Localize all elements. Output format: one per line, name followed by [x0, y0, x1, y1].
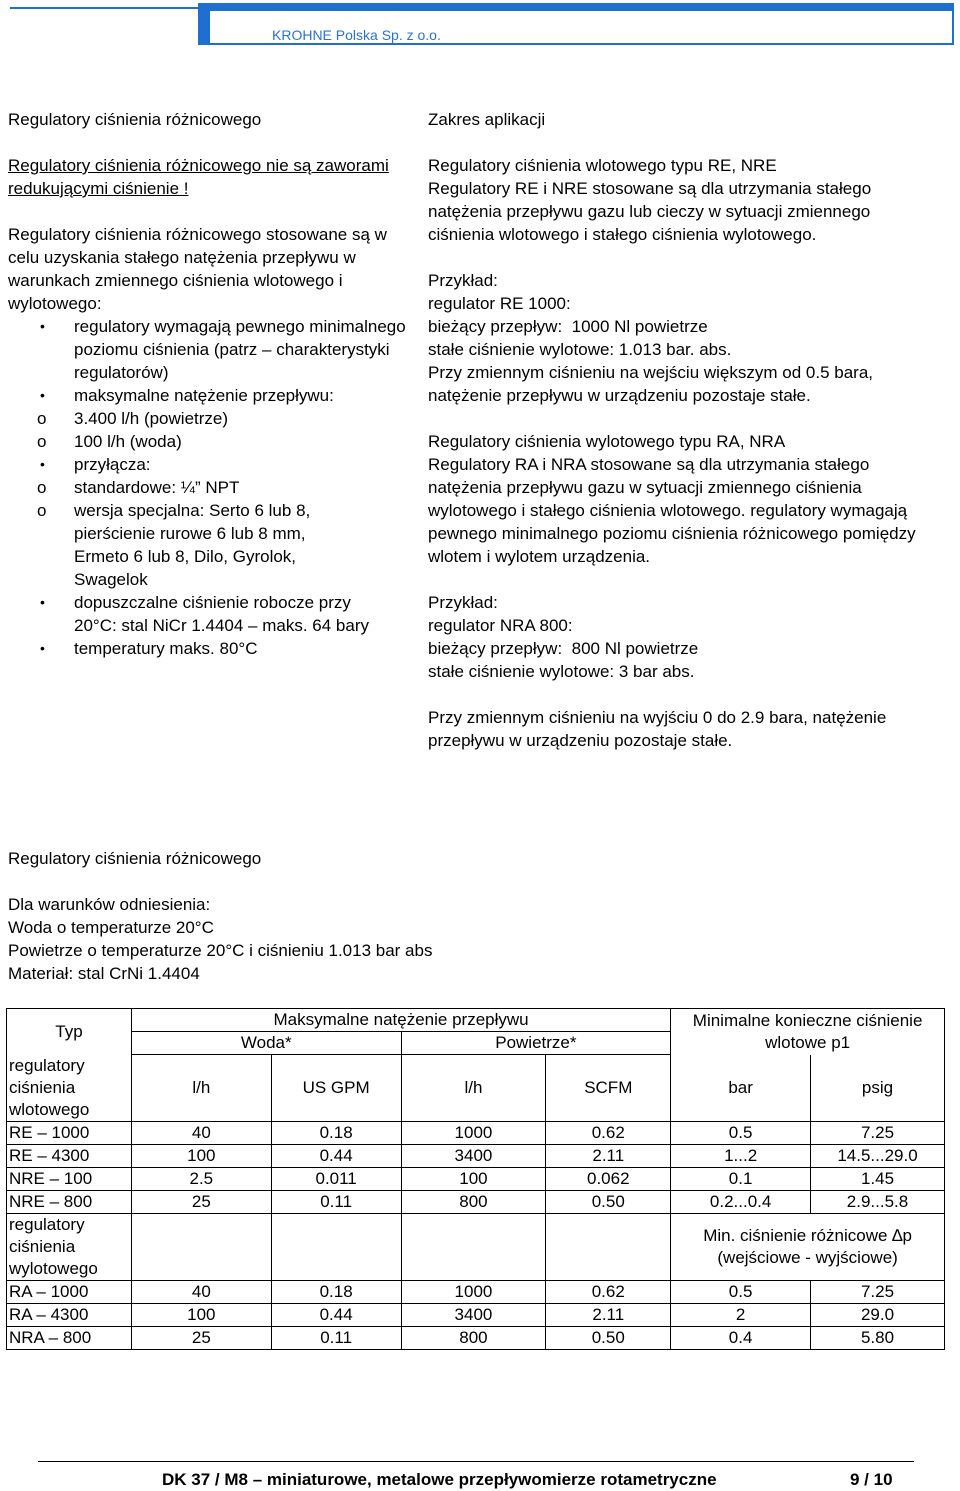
type-cell: RA – 1000	[7, 1280, 132, 1303]
table-row	[7, 1055, 945, 1122]
warning-text: Regulatory ciśnienia różnicowego nie są zaworami redukującymi ciśnienie !	[8, 156, 389, 198]
type-cell: NRE – 800	[7, 1190, 132, 1213]
left-column	[8, 108, 408, 660]
list-item: • przyłącza:	[40, 455, 151, 474]
section2-heading: Regulatory ciśnienia różnicowego	[8, 849, 262, 868]
header-bar	[10, 3, 954, 45]
conditions-line: Woda o temperaturze 20°C	[8, 918, 214, 937]
value-cell: 100	[131, 1303, 271, 1326]
example-1-pressure: stałe ciśnienie wylotowe: 1.013 bar. abs.	[428, 340, 732, 359]
ra-text: Regulatory RA i NRA stosowane są dla utrzymania stałego natężenia przepływu gazu w sytuacji zmiennego ciśnienia wylotowego i stałego ciśnienia wlotowego. regulatory wymagają pewnego minimalnego poziomu ciśnienia różnicowego pomiędzy wlotem i wylotem urządzenia.	[428, 455, 916, 566]
value-cell: 25	[131, 1326, 271, 1349]
value-cell: 1.45	[811, 1167, 945, 1190]
value-cell: 0.62	[546, 1121, 671, 1144]
value-cell: 7.25	[811, 1280, 945, 1303]
value-cell: 0.11	[271, 1190, 401, 1213]
value-cell: 7.25	[811, 1121, 945, 1144]
right-heading: Zakres aplikacji	[428, 110, 546, 129]
value-cell: 3400	[401, 1303, 546, 1326]
conditions-line: Dla warunków odniesienia:	[8, 895, 211, 914]
sub-list	[8, 407, 408, 453]
table-row	[7, 1190, 945, 1213]
value-cell: 40	[131, 1280, 271, 1303]
re-text: Regulatory RE i NRE stosowane są dla utrzymania stałego natężenia przepływu gazu lub cieczy w sytuacji zmiennego ciśnienia wlotowego i stałego ciśnienia wylotowego.	[428, 179, 872, 244]
value-cell: 2.5	[131, 1167, 271, 1190]
value-cell: 0.2...0.4	[671, 1190, 811, 1213]
example-2-label: Przykład:	[428, 593, 498, 612]
table-row	[7, 1009, 945, 1032]
unit-cell: bar	[671, 1055, 811, 1122]
value-cell: 100	[131, 1144, 271, 1167]
sub-list-item: o 3.400 l/h (powietrze)	[37, 409, 229, 428]
intro-text: Regulatory ciśnienia różnicowego stosowane są w celu uzyskania stałego natężenia przepływu w warunkach zmiennego ciśnienia wlotowego i wylotowego:	[8, 225, 387, 313]
page-number: 9 / 10	[850, 1470, 893, 1489]
header-water: Woda*	[131, 1032, 401, 1055]
value-cell: 2	[671, 1303, 811, 1326]
ra-title: Regulatory ciśnienia wylotowego typu RA, NRA	[428, 432, 786, 451]
value-cell: 0.44	[271, 1303, 401, 1326]
table-row	[7, 1303, 945, 1326]
table-row	[7, 1213, 945, 1280]
unit-cell: psig	[811, 1055, 945, 1122]
table-row	[7, 1326, 945, 1349]
value-cell: 0.062	[546, 1167, 671, 1190]
value-cell: 0.62	[546, 1280, 671, 1303]
value-cell: 800	[401, 1190, 546, 1213]
value-cell: 100	[401, 1167, 546, 1190]
right-column	[428, 108, 948, 752]
header-min-diff: Min. ciśnienie różnicowe ∆p (wejściowe - wyjściowe)	[671, 1213, 945, 1280]
type-cell: RE – 4300	[7, 1144, 132, 1167]
header-min-pressure: Minimalne konieczne ciśnienie wlotowe p1	[671, 1009, 945, 1055]
unit-cell: l/h	[401, 1055, 546, 1122]
unit-cell: l/h	[131, 1055, 271, 1122]
example-1-label: Przykład:	[428, 271, 498, 290]
value-cell: 0.011	[271, 1167, 401, 1190]
header-max-flow: Maksymalne natężenie przepływu	[131, 1009, 670, 1032]
value-cell: 0.5	[671, 1121, 811, 1144]
value-cell: 0.50	[546, 1190, 671, 1213]
header-reg-in: regulatory ciśnienia wlotowego	[7, 1055, 132, 1122]
example-2-flow: bieżący przepływ: 800 Nl powietrze	[428, 639, 699, 658]
type-cell: RA – 4300	[7, 1303, 132, 1326]
list-item: • dopuszczalne ciśnienie robocze przy 20°C: stal NiCr 1.4404 – maks. 64 bary	[40, 593, 369, 635]
header-typ: Typ	[7, 1009, 132, 1055]
flow-table	[6, 1008, 945, 1350]
sub-list	[8, 476, 408, 591]
value-cell: 0.5	[671, 1280, 811, 1303]
value-cell: 1...2	[671, 1144, 811, 1167]
value-cell: 3400	[401, 1144, 546, 1167]
unit-cell: US GPM	[271, 1055, 401, 1122]
value-cell: 25	[131, 1190, 271, 1213]
list-item: • temperatury maks. 80°C	[40, 639, 258, 658]
list-item: • maksymalne natężenie przepływu:	[40, 386, 334, 405]
outlet-note: Przy zmiennym ciśnieniu na wyjściu 0 do 2.9 bara, natężenie przepływu w urządzeniu pozostaje stałe.	[428, 708, 887, 750]
table-row	[7, 1144, 945, 1167]
value-cell: 0.44	[271, 1144, 401, 1167]
value-cell: 40	[131, 1121, 271, 1144]
example-2-regulator: regulator NRA 800:	[428, 616, 573, 635]
value-cell: 0.11	[271, 1326, 401, 1349]
conditions-line: Powietrze o temperaturze 20°C i ciśnieniu 1.013 bar abs	[8, 941, 433, 960]
example-1-regulator: regulator RE 1000:	[428, 294, 571, 313]
re-title: Regulatory ciśnienia wlotowego typu RE, NRE	[428, 156, 777, 175]
example-1-flow: bieżący przepływ: 1000 Nl powietrze	[428, 317, 708, 336]
type-cell: NRA – 800	[7, 1326, 132, 1349]
value-cell: 0.4	[671, 1326, 811, 1349]
sub-list-item: o wersja specjalna: Serto 6 lub 8, pierścienie rurowe 6 lub 8 mm, Ermeto 6 lub 8, Dilo, Gyrolok, Swagelok	[37, 501, 311, 589]
footer	[0, 1468, 960, 1488]
value-cell: 14.5...29.0	[811, 1144, 945, 1167]
type-cell: RE – 1000	[7, 1121, 132, 1144]
type-cell: NRE – 100	[7, 1167, 132, 1190]
value-cell: 0.50	[546, 1326, 671, 1349]
table-row	[7, 1280, 945, 1303]
value-cell: 800	[401, 1326, 546, 1349]
value-cell: 1000	[401, 1280, 546, 1303]
footer-title: DK 37 / M8 – miniaturowe, metalowe przepływomierze rotametryczne	[162, 1470, 717, 1489]
sub-list-item: o 100 l/h (woda)	[37, 432, 182, 451]
table-row	[7, 1167, 945, 1190]
unit-cell: SCFM	[546, 1055, 671, 1122]
example-2-pressure: stałe ciśnienie wylotowe: 3 bar abs.	[428, 662, 695, 681]
footer-rule	[38, 1461, 914, 1462]
company-name: KROHNE Polska Sp. z o.o.	[272, 27, 441, 43]
header-air: Powietrze*	[401, 1032, 671, 1055]
value-cell: 1000	[401, 1121, 546, 1144]
example-1-note: Przy zmiennym ciśnieniu na wejściu większym od 0.5 bara, natężenie przepływu w urządzeniu pozostaje stałe.	[428, 363, 874, 405]
value-cell: 29.0	[811, 1303, 945, 1326]
value-cell: 0.18	[271, 1121, 401, 1144]
value-cell: 0.18	[271, 1280, 401, 1303]
value-cell: 2.9...5.8	[811, 1190, 945, 1213]
feature-list	[8, 315, 408, 660]
value-cell: 5.80	[811, 1326, 945, 1349]
value-cell: 0.1	[671, 1167, 811, 1190]
left-heading: Regulatory ciśnienia różnicowego	[8, 110, 262, 129]
sub-list-item: o standardowe: ¼” NPT	[37, 478, 240, 497]
value-cell: 2.11	[546, 1144, 671, 1167]
header-reg-out: regulatory ciśnienia wylotowego	[7, 1213, 132, 1280]
table-row	[7, 1121, 945, 1144]
value-cell: 2.11	[546, 1303, 671, 1326]
conditions-line: Materiał: stal CrNi 1.4404	[8, 964, 200, 983]
list-item: • regulatory wymagają pewnego minimalnego poziomu ciśnienia (patrz – charakterystyki regulatorów)	[40, 317, 406, 382]
